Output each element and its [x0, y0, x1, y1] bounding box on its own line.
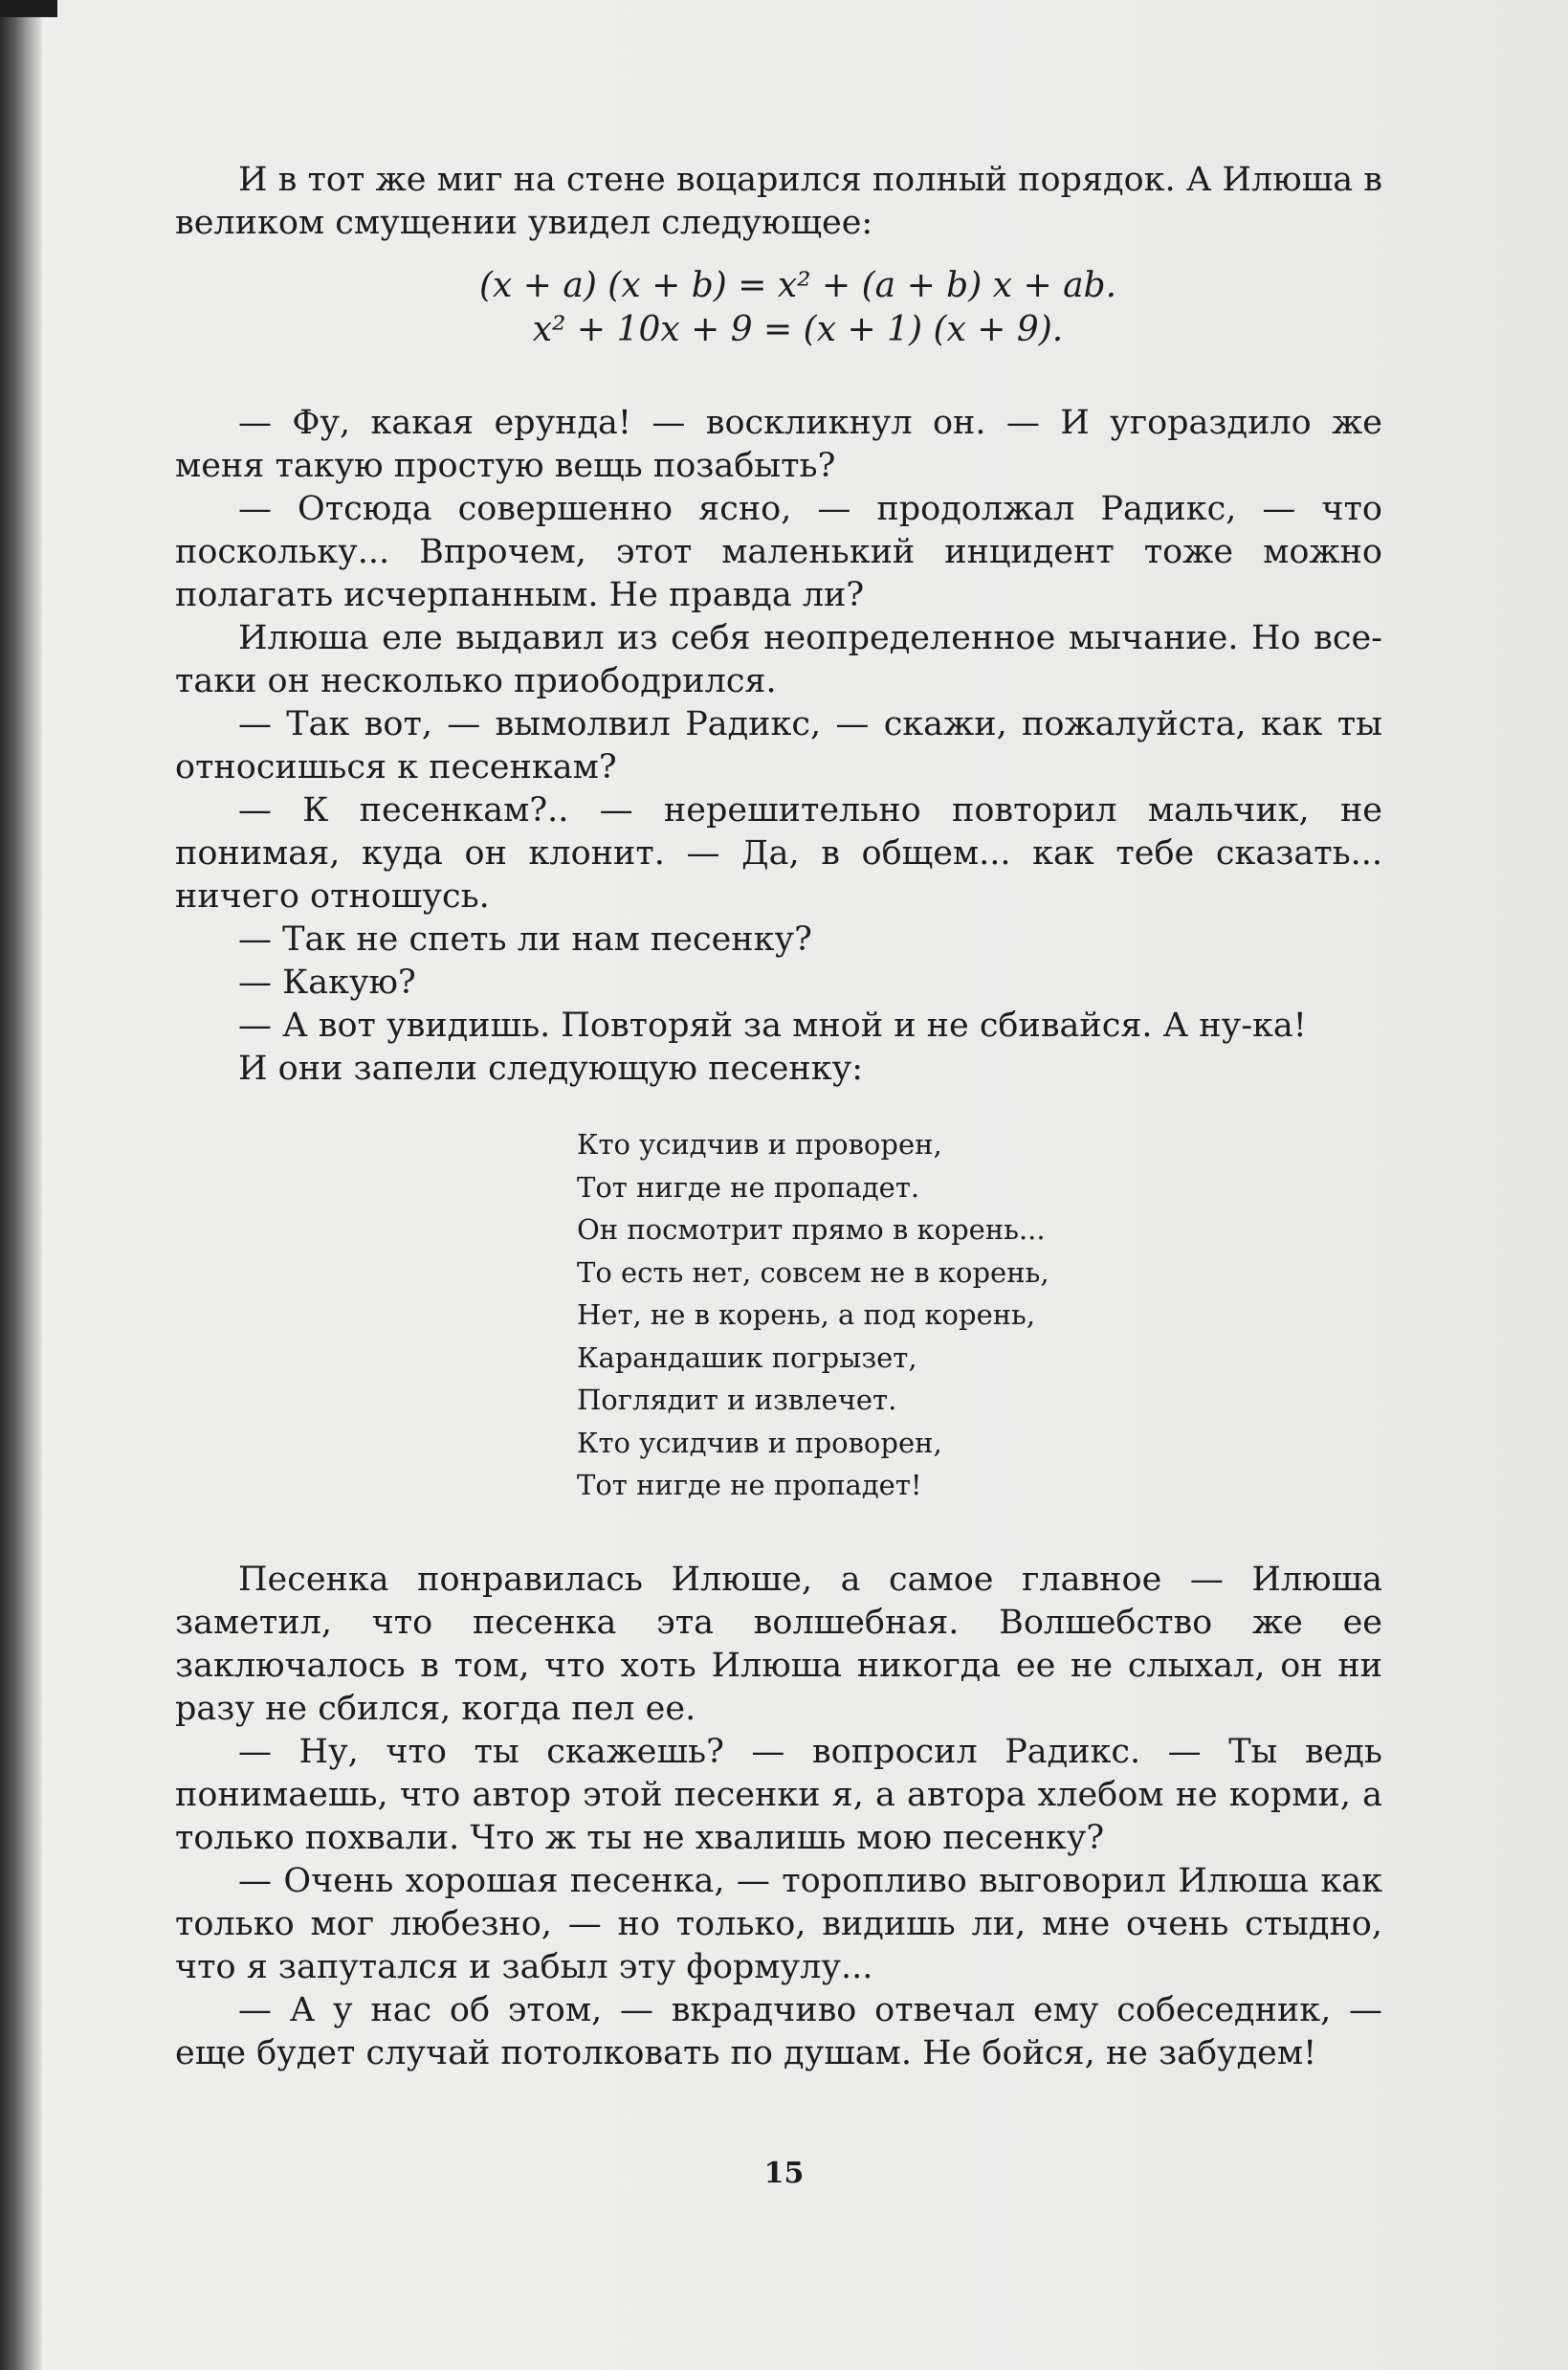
scan-corner-mark [0, 0, 57, 17]
formula-example: x² + 10x + 9 = (x + 1) (x + 9). [532, 310, 1064, 349]
dialogue-line: — Очень хорошая песенка, — торопливо выговорил Илюша как только мог любезно, — но только, видишь ли, мне очень стыдно, что я запутался и забыл эту формулу... [175, 1861, 1382, 1986]
dialogue-line: — Какую? [238, 964, 416, 1002]
dialogue-line: — Фу, какая ерунда! — воскликнул он. — И угораздило же меня такую простую вещь позабыть? [175, 404, 1382, 485]
page-number: 15 [763, 2157, 805, 2190]
poem-line: Тот нигде не пропадет! [577, 1469, 922, 1501]
formula-general: (x + a) (x + b) = x² + (a + b) x + ab. [478, 266, 1117, 305]
poem-line: Поглядит и извлечет. [577, 1384, 897, 1416]
dialogue-line: — Так вот, — вымолвил Радикс, — скажи, пожалуйста, как ты относишься к песенкам? [175, 705, 1382, 786]
dialogue-line: — А у нас об этом, — вкрадчиво отвечал ему собеседник, — еще будет случай потолковать по душам. Не бойся, не забудем! [175, 1990, 1382, 2072]
formula-block [175, 264, 1382, 352]
poem-line: Кто усидчив и проворен, [577, 1128, 942, 1161]
song-verse [577, 1123, 1382, 1507]
book-binding-shadow [0, 0, 42, 2370]
paragraph: И в тот же миг на стене воцарился полный порядок. А Илюша в великом смущении увидел следующее: [175, 161, 1382, 242]
poem-line: Нет, не в корень, а под корень, [577, 1298, 1036, 1331]
page-text [175, 159, 1382, 2075]
dialogue-line: — А вот увидишь. Повторяй за мной и не сбивайся. А ну-ка! [238, 1007, 1307, 1045]
poem-line: То есть нет, совсем не в корень, [577, 1255, 1049, 1289]
paragraph: Илюша еле выдавил из себя неопределенное мычание. Но все-таки он несколько приободрился. [175, 619, 1382, 700]
paragraph: И они запели следующую песенку: [238, 1050, 864, 1088]
paragraph: Песенка понравилась Илюше, а самое главное — Илюша заметил, что песенка эта волшебная. Волшебство же ее заключалось в том, что хоть Илюша никогда ее не слыхал, он ни разу не сбился, когда пел ее. [175, 1560, 1382, 1728]
dialogue-paragraphs [175, 402, 1382, 1091]
poem-line: Карандашик погрызет, [577, 1340, 917, 1374]
closing-paragraphs [175, 1559, 1382, 2075]
dialogue-line: — К песенкам?.. — нерешительно повторил мальчик, не понимая, куда он клонит. — Да, в общем... как тебе сказать... ничего отношусь. [175, 791, 1382, 916]
poem-line: Он посмотрит прямо в корень... [577, 1213, 1046, 1246]
poem-line: Кто усидчив и проворен, [577, 1426, 942, 1459]
dialogue-line: — Отсюда совершенно ясно, — продолжал Радикс, — что поскольку... Впрочем, этот маленький инцидент тоже можно полагать исчерпанным. Не правда ли? [175, 490, 1382, 614]
poem-line: Тот нигде не пропадет. [577, 1170, 920, 1204]
opening-paragraphs [175, 159, 1382, 245]
dialogue-line: — Так не спеть ли нам песенку? [238, 920, 812, 959]
dialogue-line: — Ну, что ты скажешь? — вопросил Радикс. — Ты ведь понимаешь, что автор этой песенки я, а автора хлебом не корми, а только похвали. Что ж ты не хвалишь мою песенку? [175, 1732, 1382, 1857]
